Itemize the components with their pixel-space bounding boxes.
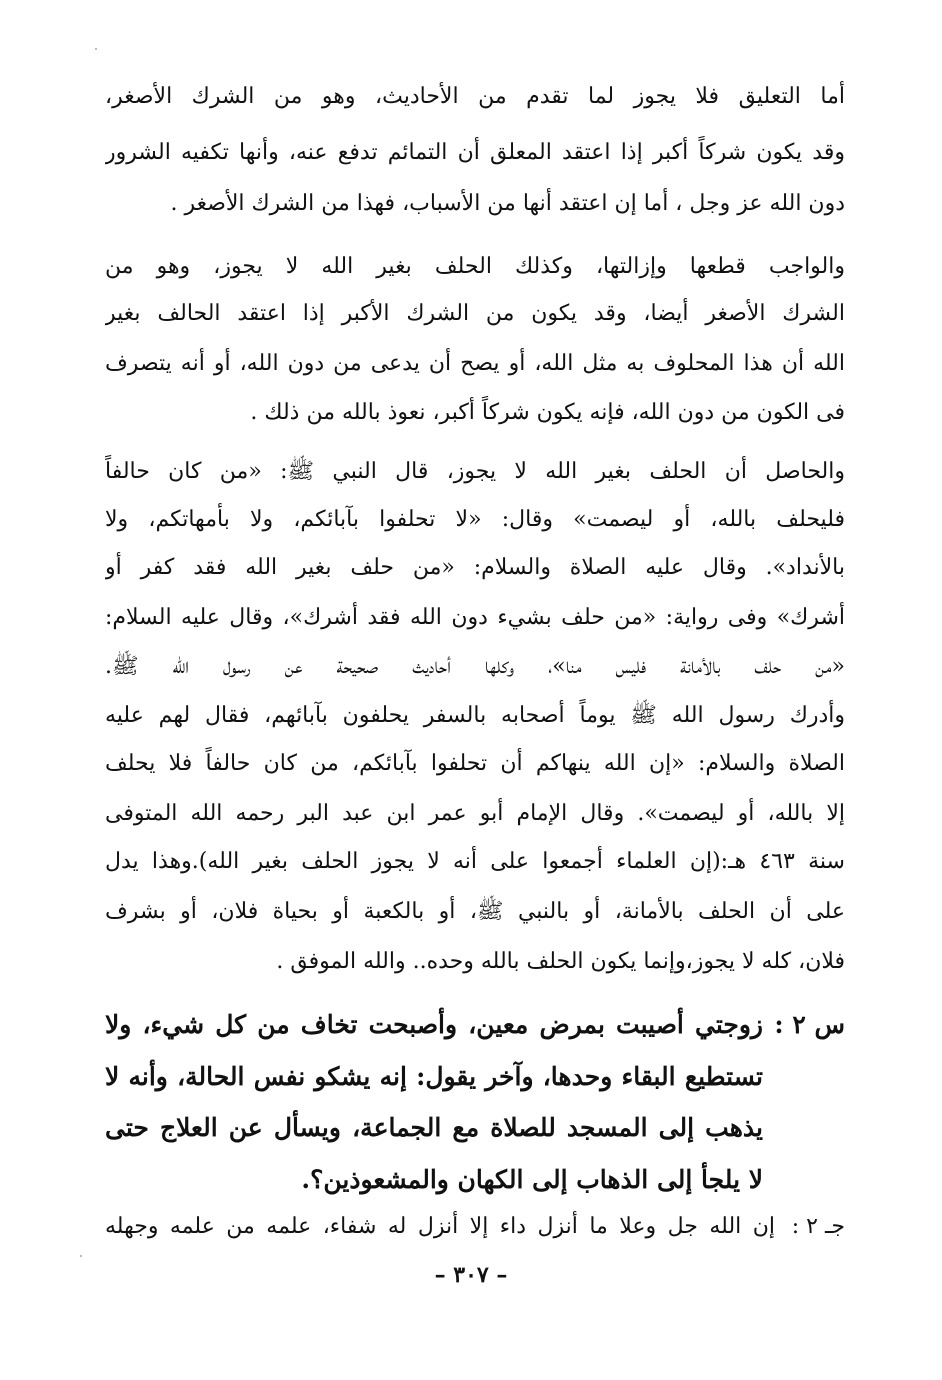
paragraph-3-line-7: الصلاة والسلام: «إن الله ينهاكم أن تحلفوا بآبائكم، من كان حالفاً فلا يحلف — [105, 751, 845, 776]
scan-speck — [95, 48, 97, 50]
paragraph-3-line-1: والحاصل أن الحلف بغير الله لا يجوز، قال النبي ﷺ: «من كان حالفاً — [105, 459, 845, 484]
book-page: أما التعليق فلا يجوز لما تقدم من الأحاديث، وهو من الشرك الأصغر، وقد يكون شركاً أكبر إذا اعتقد المعلق أن التمائم تدفع عنه، وأنها تكفيه الشرور دون الله عز وجل ، أما إن اعتقد أنها من الأسباب، فهذا من الشرك الأصغر . والواجب قطعها وإزالتها، وكذلك الحلف بغير الله لا يجوز، وهو من الشرك الأصغر أيضا، وقد يكون من الشرك الأكبر إذا اعتقد الحالف بغير الله أن هذا المحلوف به مثل الله، أو يصح أن يدعى من دون الله، أو أنه يتصرف فى الكون من دون الله، فإنه يكون شركاً أكبر، نعوذ بالله من ذلك . والحاصل أن الحلف بغير الله لا يجوز، قال النبي ﷺ: «من كان حالفاً فليحلف بالله، أو ليصمت» وقال: «لا تحلفوا بآبائكم، ولا بأمهاتكم، ولا بالأنداد». وقال عليه الصلاة والسلام: «من حلف بغير الله فقد كفر أو أشرك» وفى رواية: «من حلف بشيء دون الله فقد أشرك»، وقال عليه السلام: «من حلف بالأمانة فليس منا»، وكلها أحاديث صحيحة عن رسول الله ﷺ. وأدرك رسول الله ﷺ يوماً أصحابه بالسفر يحلفون بآبائهم، فقال لهم عليه الصلاة والسلام: «إن الله ينهاكم أن تحلفوا بآبائكم، من كان حالفاً فلا يحلف إلا بالله، أو ليصمت». وقال الإمام أبو عمر ابن عبد البر رحمه الله المتوفى سنة ٤٦٣ هـ:(إن العلماء أجمعوا على أنه لا يجوز الحلف بغير الله).وهذا يدل على أن الحلف بالأمانة، أو بالنبي ﷺ، أو بالكعبة أو بحياة فلان، أو بشرف فلان، كله لا يجوز،وإنما يكون الحلف بالله وحده.. والله الموفق . س ٢ : زوجتي أصيبت بمرض معين، وأصبحت تخاف من كل شيء، ولا تستطيع البقاء وحدها، وآخر يقول: إنه يشكو نفس الحالة، وأنه لا يذهب إلى المسجد للصلاة مع الجماعة، ويسأل عن العلاج حتى لا يلجأ إلى الذهاب إلى الكهان والمشعوذين؟. جـ ٢ : إن الله جل وعلا ما أنزل داء إلا أنزل له شفاء، علمه من علمه وجهله – ٣٠٧ – — [0, 0, 942, 1380]
paragraph-1-line-1: أما التعليق فلا يجوز لما تقدم من الأحاديث، وهو من الشرك الأصغر، — [105, 84, 845, 109]
paragraph-3-line-4: أشرك» وفى رواية: «من حلف بشيء دون الله فقد أشرك»، وقال عليه السلام: — [105, 605, 845, 630]
question-label: س ٢ : — [774, 1010, 845, 1039]
paragraph-3-line-8: إلا بالله، أو ليصمت». وقال الإمام أبو عمر ابن عبد البر رحمه الله المتوفى — [105, 801, 845, 826]
paragraph-3-line-9: سنة ٤٦٣ هـ:(إن العلماء أجمعوا على أنه لا يجوز الحلف بغير الله).وهذا يدل — [105, 849, 845, 874]
paragraph-3-line-6: وأدرك رسول الله ﷺ يوماً أصحابه بالسفر يحلفون بآبائهم، فقال لهم عليه — [105, 703, 845, 728]
page-number: – ٣٠٧ – — [434, 1262, 508, 1288]
paragraph-3-line-3: بالأنداد». وقال عليه الصلاة والسلام: «من حلف بغير الله فقد كفر أو — [105, 555, 845, 580]
paragraph-3-line-10: على أن الحلف بالأمانة، أو بالنبي ﷺ، أو بالكعبة أو بحياة فلان، أو بشرف — [105, 899, 845, 924]
paragraph-2-line-4: فى الكون من دون الله، فإنه يكون شركاً أكبر، نعوذ بالله من ذلك . — [250, 400, 845, 425]
paragraph-3-line-2: فليحلف بالله، أو ليصمت» وقال: «لا تحلفوا بآبائكم، ولا بأمهاتكم، ولا — [105, 507, 845, 532]
answer-label: جـ ٢ : — [791, 1214, 845, 1239]
paragraph-2-line-1: والواجب قطعها وإزالتها، وكذلك الحلف بغير الله لا يجوز، وهو من — [105, 254, 845, 279]
scan-speck — [80, 1255, 82, 1257]
paragraph-3-line-11: فلان، كله لا يجوز،وإنما يكون الحلف بالله وحده.. والله الموفق . — [276, 949, 845, 974]
paragraph-1-line-3: دون الله عز وجل ، أما إن اعتقد أنها من الأسباب، فهذا من الشرك الأصغر . — [170, 191, 845, 216]
paragraph-1-line-2: وقد يكون شركاً أكبر إذا اعتقد المعلق أن التمائم تدفع عنه، وأنها تكفيه الشرور — [105, 140, 845, 165]
paragraph-3-line-5: «من حلف بالأمانة فليس منا»، وكلها أحاديث صحيحة عن رسول الله ﷺ. — [105, 654, 845, 679]
paragraph-2-line-3: الله أن هذا المحلوف به مثل الله، أو يصح أن يدعى من دون الله، أو أنه يتصرف — [105, 351, 845, 376]
paragraph-2-line-2: الشرك الأصغر أيضا، وقد يكون من الشرك الأكبر إذا اعتقد الحالف بغير — [105, 301, 845, 326]
